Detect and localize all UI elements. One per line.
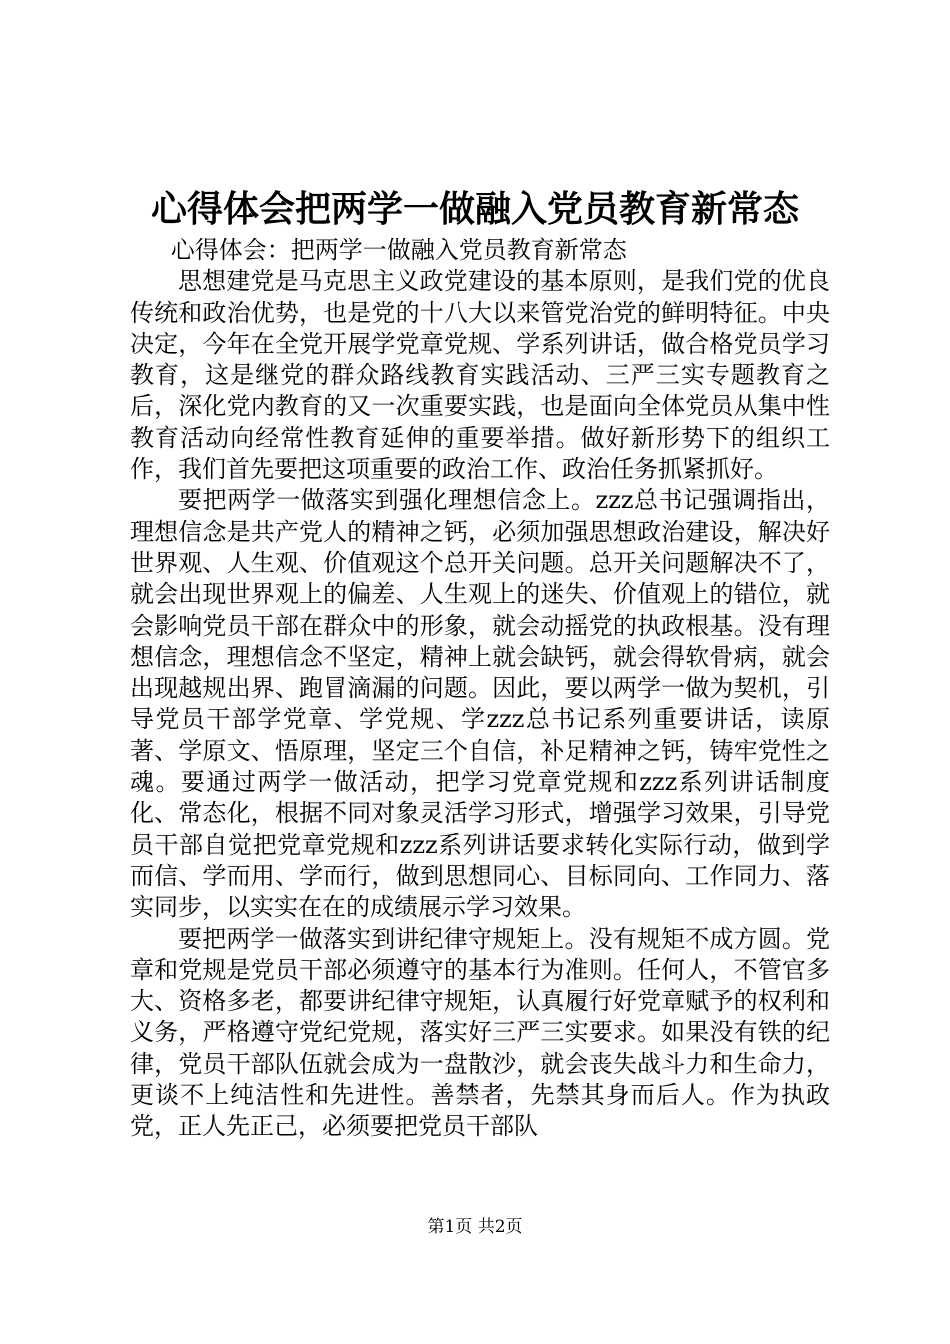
page-number-footer: 第1页 共2页 (427, 1217, 523, 1237)
document-body (130, 235, 830, 1143)
body-paragraph: 要把两学一做落实到讲纪律守规矩上。没有规矩不成方圆。党章和党规是党员干部必须遵守的基本行为准则。任何人，不管官多大、资格多老，都要讲纪律守规矩，认真履行好党章赋予的权利和义务，严格遵守党纪党规，落实好三严三实要求。如果没有铁的纪律，党员干部队伍就会成为一盘散沙，就会丧失战斗力和生命力，更谈不上纯洁性和先进性。善禁者，先禁其身而后人。作为执政党，正人先正己，必须要把党员干部队 (130, 924, 830, 1141)
body-paragraph: 思想建党是马克思主义政党建设的基本原则，是我们党的优良传统和政治优势，也是党的十八大以来管党治党的鲜明特征。中央决定，今年在全党开展学党章党规、学系列讲话，做合格党员学习教育，这是继党的群众路线教育实践活动、三严三实专题教育之后，深化党内教育的又一次重要实践，也是面向全体党员从集中性教育活动向经常性教育延伸的重要举措。做好新形势下的组织工作，我们首先要把这项重要的政治工作、政治任务抓紧抓好。 (130, 267, 830, 484)
document-title: 心得体会把两学一做融入党员教育新常态 (150, 188, 799, 230)
body-paragraph: 要把两学一做落实到强化理想信念上。zzz总书记强调指出，理想信念是共产党人的精神之钙，必须加强思想政治建设，解决好世界观、人生观、价值观这个总开关问题。总开关问题解决不了，就会出现世界观上的偏差、人生观上的迷失、价值观上的错位，就会影响党员干部在群众中的形象，就会动摇党的执政根基。没有理想信念，理想信念不坚定，精神上就会缺钙，就会得软骨病，就会出现越规出界、跑冒滴漏的问题。因此，要以两学一做为契机，引导党员干部学党章、学党规、学zzz总书记系列重要讲话，读原著、学原文、悟原理，坚定三个自信，补足精神之钙，铸牢党性之魂。要通过两学一做活动，把学习党章党规和zzz系列讲话制度化、常态化，根据不同对象灵活学习形式，增强学习效果，引导党员干部自觉把党章党规和zzz系列讲话要求转化实际行动，做到学而信、学而用、学而行，做到思想同心、目标同向、工作同力、落实同步，以实实在在的成绩展示学习效果。 (130, 486, 830, 922)
document-subtitle: 心得体会：把两学一做融入党员教育新常态 (170, 236, 627, 264)
